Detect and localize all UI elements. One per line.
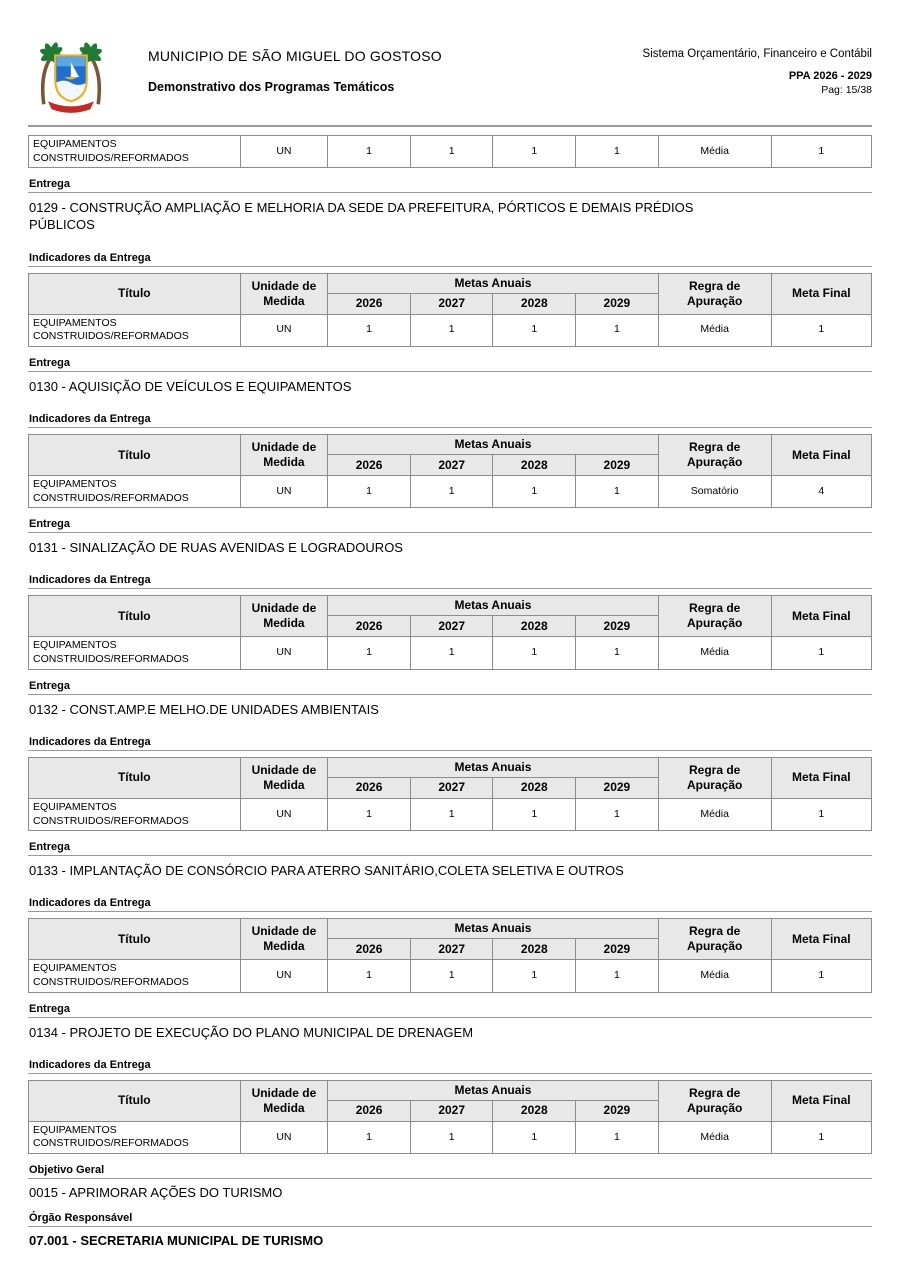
entrega-section-0129	[28, 178, 872, 347]
table-header-row	[29, 435, 872, 455]
orgao-responsavel-text: 07.001 - SECRETARIA MUNICIPAL DE TURISMO	[29, 1233, 324, 1249]
cell-meta-2028: 1	[493, 798, 576, 830]
col-header-year-2026: 2026	[328, 455, 411, 476]
indicadores-label: Indicadores da Entrega	[28, 574, 872, 589]
col-header-year-2026: 2026	[328, 777, 411, 798]
cell-meta-2028: 1	[493, 960, 576, 992]
cell-unidade: UN	[240, 637, 328, 669]
objetivo-geral-text: 0015 - APRIMORAR AÇÕES DO TURISMO	[29, 1185, 283, 1201]
orgao-responsavel-label: Órgão Responsável	[28, 1212, 872, 1227]
entrega-section-0132	[28, 680, 872, 831]
page-number: Pag: 15/38	[821, 84, 872, 96]
col-header-year-2026: 2026	[328, 939, 411, 960]
cell-meta-2029: 1	[576, 476, 659, 508]
table-row	[29, 314, 872, 346]
cell-meta-final: 1	[771, 637, 871, 669]
col-header-year-2028: 2028	[493, 1100, 576, 1121]
col-header-year-2028: 2028	[493, 455, 576, 476]
header-meta	[643, 40, 872, 96]
col-header-year-2028: 2028	[493, 939, 576, 960]
col-header-titulo: Título	[29, 919, 241, 960]
entrega-title: 0131 - SINALIZAÇÃO DE RUAS AVENIDAS E LOGRADOUROS	[29, 540, 403, 556]
cell-meta-final: 1	[771, 1121, 871, 1153]
table-row	[29, 637, 872, 669]
cell-titulo: EQUIPAMENTOS CONSTRUIDOS/REFORMADOS	[29, 637, 241, 669]
cell-meta-2027: 1	[410, 960, 493, 992]
cell-regra: Média	[658, 314, 771, 346]
col-header-year-2028: 2028	[493, 616, 576, 637]
entrega-section-0130	[28, 357, 872, 508]
entrega-label: Entrega	[28, 178, 872, 193]
cell-meta-2028: 1	[493, 476, 576, 508]
entrega-title: 0129 - CONSTRUÇÃO AMPLIAÇÃO E MELHORIA DA SEDE DA PREFEITURA, PÓRTICOS E DEMAIS PRÉDIOS PÚBLICOS	[29, 200, 694, 233]
entrega-title: 0134 - PROJETO DE EXECUÇÃO DO PLANO MUNICIPAL DE DRENAGEM	[29, 1024, 474, 1040]
indicadores-label: Indicadores da Entrega	[28, 736, 872, 751]
indicadores-label: Indicadores da Entrega	[28, 252, 872, 267]
col-header-unidade: Unidade de Medida	[240, 596, 328, 637]
cell-regra: Média	[658, 960, 771, 992]
entrega-section-0131	[28, 518, 872, 669]
col-header-metas-anuais: Metas Anuais	[328, 919, 658, 939]
table-row	[29, 1121, 872, 1153]
col-header-metas-anuais: Metas Anuais	[328, 1080, 658, 1100]
table-header-row	[29, 757, 872, 777]
entrega-label: Entrega	[28, 518, 872, 533]
indicators-table	[28, 1080, 872, 1154]
col-header-year-2028: 2028	[493, 293, 576, 314]
system-name: Sistema Orçamentário, Financeiro e Contábil	[642, 48, 872, 60]
cell-meta-final: 1	[771, 314, 871, 346]
coat-of-arms-logo	[28, 38, 114, 116]
cell-meta-2028: 1	[493, 314, 576, 346]
cell-meta-2029: 1	[576, 798, 659, 830]
col-header-year-2026: 2026	[328, 1100, 411, 1121]
table-row	[29, 798, 872, 830]
col-header-year-2026: 2026	[328, 616, 411, 637]
cell-titulo: EQUIPAMENTOS CONSTRUIDOS/REFORMADOS	[29, 136, 241, 168]
cell-meta-2029: 1	[576, 960, 659, 992]
cell-meta-2026: 1	[328, 637, 411, 669]
objetivo-geral-label: Objetivo Geral	[28, 1164, 872, 1179]
cell-meta-2028: 1	[493, 637, 576, 669]
col-header-meta-final: Meta Final	[771, 919, 871, 960]
cell-meta-final: 1	[771, 960, 871, 992]
indicators-table	[28, 273, 872, 347]
cell-meta-2026: 1	[328, 314, 411, 346]
col-header-regra: Regra de Apuração	[658, 919, 771, 960]
col-header-metas-anuais: Metas Anuais	[328, 435, 658, 455]
col-header-year-2028: 2028	[493, 777, 576, 798]
col-header-unidade: Unidade de Medida	[240, 435, 328, 476]
cell-meta-2026: 1	[328, 960, 411, 992]
cell-regra: Média	[658, 1121, 771, 1153]
col-header-year-2027: 2027	[410, 293, 493, 314]
col-header-year-2027: 2027	[410, 616, 493, 637]
cell-unidade: UN	[240, 960, 328, 992]
cell-meta-2027: 1	[410, 476, 493, 508]
table-header-row	[29, 1080, 872, 1100]
col-header-regra: Regra de Apuração	[658, 435, 771, 476]
cell-unidade: UN	[240, 1121, 328, 1153]
orgao-responsavel-section	[28, 1212, 872, 1248]
cell-regra: Média	[658, 798, 771, 830]
entrega-section-0133	[28, 841, 872, 992]
indicators-table	[28, 757, 872, 831]
cell-regra: Média	[658, 637, 771, 669]
entrega-label: Entrega	[28, 680, 872, 695]
cell-meta-2027: 1	[410, 637, 493, 669]
col-header-meta-final: Meta Final	[771, 596, 871, 637]
cell-unidade: UN	[240, 314, 328, 346]
col-header-titulo: Título	[29, 596, 241, 637]
cell-meta-2027: 1	[410, 314, 493, 346]
col-header-year-2029: 2029	[576, 1100, 659, 1121]
col-header-year-2026: 2026	[328, 293, 411, 314]
cell-titulo: EQUIPAMENTOS CONSTRUIDOS/REFORMADOS	[29, 476, 241, 508]
cell-titulo: EQUIPAMENTOS CONSTRUIDOS/REFORMADOS	[29, 1121, 241, 1153]
col-header-titulo: Título	[29, 273, 241, 314]
logo-wrap	[28, 38, 116, 121]
col-header-titulo: Título	[29, 1080, 241, 1121]
col-header-year-2029: 2029	[576, 939, 659, 960]
cell-meta-2027: 1	[410, 1121, 493, 1153]
cell-regra: Média	[658, 136, 771, 168]
indicators-table	[28, 434, 872, 508]
cell-titulo: EQUIPAMENTOS CONSTRUIDOS/REFORMADOS	[29, 314, 241, 346]
col-header-unidade: Unidade de Medida	[240, 1080, 328, 1121]
indicators-table	[28, 918, 872, 992]
col-header-year-2027: 2027	[410, 939, 493, 960]
cell-meta-2027: 1	[410, 136, 493, 168]
entrega-title: 0130 - AQUISIÇÃO DE VEÍCULOS E EQUIPAMENTOS	[29, 378, 352, 394]
cell-titulo: EQUIPAMENTOS CONSTRUIDOS/REFORMADOS	[29, 798, 241, 830]
report-title: Demonstrativo dos Programas Temáticos	[148, 80, 395, 94]
col-header-year-2029: 2029	[576, 616, 659, 637]
entrega-section-0134	[28, 1003, 872, 1154]
col-header-unidade: Unidade de Medida	[240, 757, 328, 798]
cell-unidade: UN	[240, 798, 328, 830]
indicadores-label: Indicadores da Entrega	[28, 413, 872, 428]
col-header-regra: Regra de Apuração	[658, 1080, 771, 1121]
table-row	[29, 476, 872, 508]
continuation-indicators-table	[28, 135, 872, 168]
col-header-metas-anuais: Metas Anuais	[328, 757, 658, 777]
col-header-year-2029: 2029	[576, 455, 659, 476]
indicadores-label: Indicadores da Entrega	[28, 897, 872, 912]
col-header-meta-final: Meta Final	[771, 273, 871, 314]
col-header-titulo: Título	[29, 757, 241, 798]
table-row	[29, 960, 872, 992]
entrega-label: Entrega	[28, 357, 872, 372]
cell-regra: Somatório	[658, 476, 771, 508]
entrega-label: Entrega	[28, 1003, 872, 1018]
continuation-table-wrap	[28, 135, 872, 168]
col-header-unidade: Unidade de Medida	[240, 273, 328, 314]
cell-unidade: UN	[240, 476, 328, 508]
cell-unidade: UN	[240, 136, 328, 168]
header-titles	[116, 40, 643, 94]
col-header-regra: Regra de Apuração	[658, 757, 771, 798]
col-header-titulo: Título	[29, 435, 241, 476]
col-header-metas-anuais: Metas Anuais	[328, 273, 658, 293]
cell-meta-final: 1	[771, 798, 871, 830]
cell-titulo: EQUIPAMENTOS CONSTRUIDOS/REFORMADOS	[29, 960, 241, 992]
col-header-meta-final: Meta Final	[771, 435, 871, 476]
col-header-year-2029: 2029	[576, 777, 659, 798]
objetivo-geral-section	[28, 1164, 872, 1200]
table-header-row	[29, 919, 872, 939]
col-header-regra: Regra de Apuração	[658, 596, 771, 637]
entrega-title: 0133 - IMPLANTAÇÃO DE CONSÓRCIO PARA ATERRO SANITÁRIO,COLETA SELETIVA E OUTROS	[29, 863, 624, 879]
cell-meta-2028: 1	[493, 136, 576, 168]
col-header-year-2027: 2027	[410, 1100, 493, 1121]
table-row	[29, 136, 872, 168]
cell-meta-2026: 1	[328, 1121, 411, 1153]
col-header-year-2027: 2027	[410, 455, 493, 476]
indicadores-label: Indicadores da Entrega	[28, 1059, 872, 1074]
entrega-label: Entrega	[28, 841, 872, 856]
col-header-meta-final: Meta Final	[771, 1080, 871, 1121]
col-header-year-2029: 2029	[576, 293, 659, 314]
cell-meta-final: 4	[771, 476, 871, 508]
cell-meta-2026: 1	[328, 136, 411, 168]
cell-meta-2027: 1	[410, 798, 493, 830]
col-header-metas-anuais: Metas Anuais	[328, 596, 658, 616]
cell-meta-final: 1	[771, 136, 871, 168]
col-header-regra: Regra de Apuração	[658, 273, 771, 314]
cell-meta-2029: 1	[576, 136, 659, 168]
indicators-table	[28, 595, 872, 669]
cell-meta-2029: 1	[576, 637, 659, 669]
cell-meta-2026: 1	[328, 476, 411, 508]
cell-meta-2029: 1	[576, 314, 659, 346]
table-header-row	[29, 596, 872, 616]
ppa-period: PPA 2026 - 2029	[788, 70, 872, 82]
table-header-row	[29, 273, 872, 293]
cell-meta-2026: 1	[328, 798, 411, 830]
col-header-unidade: Unidade de Medida	[240, 919, 328, 960]
report-header	[28, 0, 872, 127]
entrega-title: 0132 - CONST.AMP.E MELHO.DE UNIDADES AMBIENTAIS	[29, 701, 379, 717]
col-header-meta-final: Meta Final	[771, 757, 871, 798]
municipality-name: MUNICIPIO DE SÃO MIGUEL DO GOSTOSO	[148, 48, 442, 64]
col-header-year-2027: 2027	[410, 777, 493, 798]
cell-meta-2028: 1	[493, 1121, 576, 1153]
cell-meta-2029: 1	[576, 1121, 659, 1153]
